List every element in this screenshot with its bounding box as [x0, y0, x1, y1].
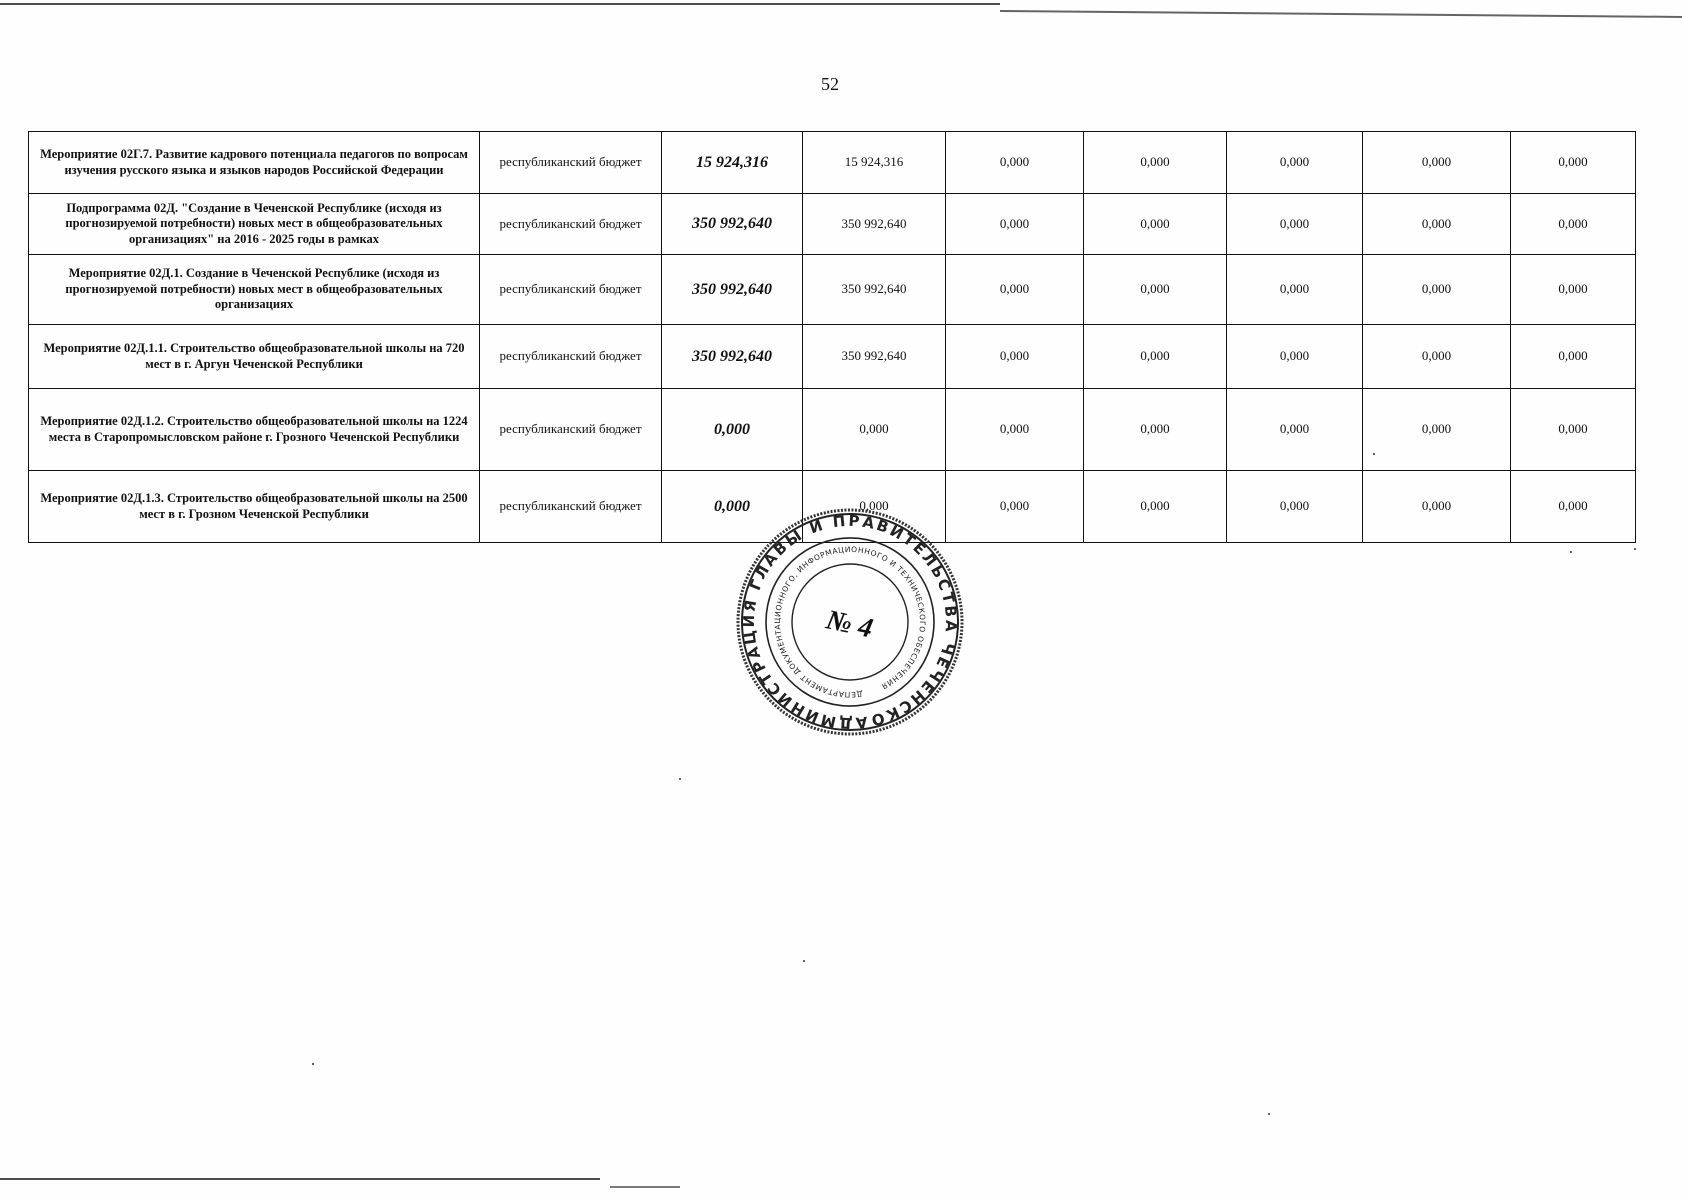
row-name: Мероприятие 02Д.1. Создание в Чеченской Республике (исходя из прогнозируемой потребности) новых мест в общеобразовательных организациях: [29, 255, 480, 325]
row-year-value: 0,000: [803, 471, 946, 543]
row-year-value: 0,000: [1227, 255, 1363, 325]
scan-edge-bottom: [0, 1178, 600, 1180]
row-name: Мероприятие 02Д.1.3. Строительство общеобразовательной школы на 2500 мест в г. Грозном Чеченской Республики: [29, 471, 480, 543]
scan-noise-dot: [679, 778, 681, 780]
row-year-value: 0,000: [1511, 389, 1636, 471]
row-total: 15 924,316: [662, 132, 803, 194]
row-year-value: 0,000: [1363, 255, 1511, 325]
row-total: 0,000: [662, 471, 803, 543]
row-total: 350 992,640: [662, 325, 803, 389]
scan-noise-dot: [1570, 551, 1572, 553]
scan-noise-dot: [1373, 453, 1375, 455]
row-year-value: 0,000: [1511, 471, 1636, 543]
scan-noise-dot: [312, 1063, 314, 1065]
seal-inner-text: ДЕПАРТАМЕНТ ДОКУМЕНТАЦИОННОГО, ИНФОРМАЦИОННОГО И ТЕХНИЧЕСКОГО ОБЕСПЕЧЕНИЯ: [772, 544, 928, 700]
scan-edge-bottom-fragment: [610, 1186, 680, 1188]
row-year-value: 0,000: [1511, 255, 1636, 325]
table-row: [29, 132, 1636, 194]
page-number: 52: [821, 74, 839, 94]
row-year-value: 0,000: [946, 471, 1084, 543]
row-year-value: 0,000: [946, 325, 1084, 389]
row-year-value: 0,000: [1227, 325, 1363, 389]
seal-outer-text: АДМИНИСТРАЦИЯ ГЛАВЫ И ПРАВИТЕЛЬСТВА ЧЕЧЕНСКОЙ: [739, 511, 961, 733]
row-year-value: 0,000: [1227, 471, 1363, 543]
row-name: Мероприятие 02Г.7. Развитие кадрового потенциала педагогов по вопросам изучения русского языка и языков народов Российской Федерации: [29, 132, 480, 194]
row-year-value: 0,000: [1363, 132, 1511, 194]
row-total: 350 992,640: [662, 255, 803, 325]
scan-noise-dot: [1634, 548, 1636, 550]
row-year-value: 350 992,640: [803, 194, 946, 255]
row-year-value: 350 992,640: [803, 255, 946, 325]
scan-noise-dot: [1268, 1113, 1270, 1115]
row-year-value: 0,000: [946, 132, 1084, 194]
row-year-value: 0,000: [946, 194, 1084, 255]
row-year-value: 15 924,316: [803, 132, 946, 194]
table-row: [29, 389, 1636, 471]
scan-edge-top-right: [1000, 10, 1682, 18]
row-year-value: 0,000: [1363, 194, 1511, 255]
row-year-value: 0,000: [1511, 132, 1636, 194]
row-year-value: 0,000: [1084, 132, 1227, 194]
row-funding-source: республиканский бюджет: [480, 325, 662, 389]
row-funding-source: республиканский бюджет: [480, 255, 662, 325]
row-year-value: 0,000: [803, 389, 946, 471]
row-year-value: 0,000: [946, 255, 1084, 325]
row-year-value: 0,000: [1227, 194, 1363, 255]
scan-noise-dot: [803, 960, 805, 962]
row-year-value: 0,000: [1084, 471, 1227, 543]
row-funding-source: республиканский бюджет: [480, 132, 662, 194]
row-year-value: 0,000: [1363, 325, 1511, 389]
row-year-value: 0,000: [1511, 194, 1636, 255]
scan-edge-top: [0, 3, 1000, 5]
row-funding-source: республиканский бюджет: [480, 194, 662, 255]
row-year-value: 0,000: [1227, 132, 1363, 194]
row-total: 0,000: [662, 389, 803, 471]
row-year-value: 0,000: [946, 389, 1084, 471]
table-row: [29, 325, 1636, 389]
row-total: 350 992,640: [662, 194, 803, 255]
row-funding-source: республиканский бюджет: [480, 389, 662, 471]
table-row: [29, 194, 1636, 255]
row-funding-source: республиканский бюджет: [480, 471, 662, 543]
row-year-value: 0,000: [1084, 194, 1227, 255]
budget-table: [28, 131, 1636, 543]
row-name: Подпрограмма 02Д. "Создание в Чеченской Республике (исходя из прогнозируемой потребности) новых мест в общеобразовательных организациях" на 2016 - 2025 годы в рамках: [29, 194, 480, 255]
row-year-value: 0,000: [1511, 325, 1636, 389]
seal-center-number: № 4: [823, 604, 876, 645]
row-year-value: 0,000: [1084, 389, 1227, 471]
row-year-value: 0,000: [1227, 389, 1363, 471]
row-name: Мероприятие 02Д.1.1. Строительство общеобразовательной школы на 720 мест в г. Аргун Чеченской Республики: [29, 325, 480, 389]
row-year-value: 0,000: [1363, 471, 1511, 543]
official-seal: [733, 505, 967, 739]
row-year-value: 0,000: [1363, 389, 1511, 471]
row-year-value: 0,000: [1084, 255, 1227, 325]
row-name: Мероприятие 02Д.1.2. Строительство общеобразовательной школы на 1224 места в Старопромысловском районе г. Грозного Чеченской Республики: [29, 389, 480, 471]
table-row: [29, 255, 1636, 325]
row-year-value: 0,000: [1084, 325, 1227, 389]
row-year-value: 350 992,640: [803, 325, 946, 389]
budget-table-body: [29, 132, 1636, 543]
